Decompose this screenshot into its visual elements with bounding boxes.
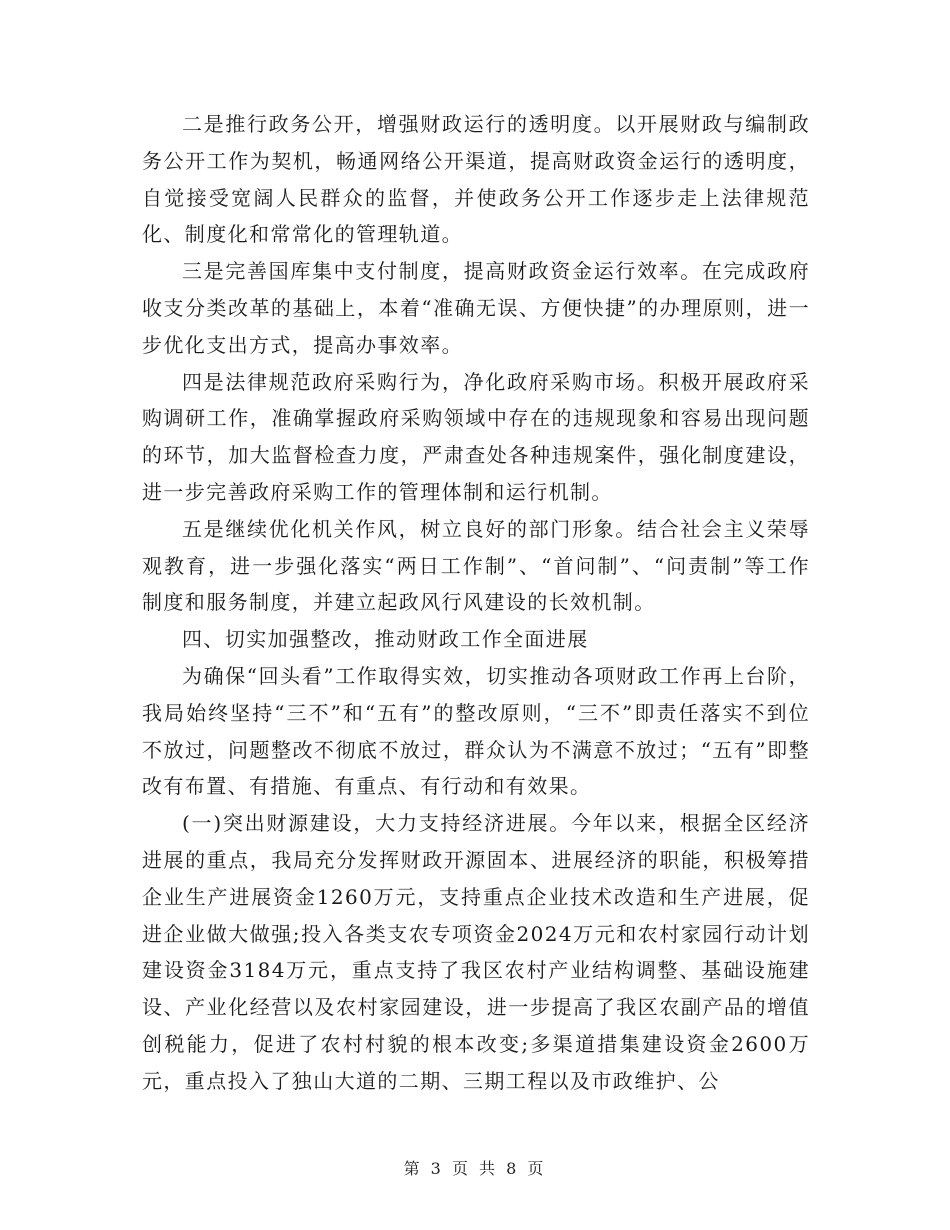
paragraph-rectification-principles: 为确保“回头看”工作取得实效，切实推动各项财政工作再上台阶，我局始终坚持“三不”和“五有”的整改原则，“三不”即责任落实不到位不放过，问题整改不彻底不放过，群众认为不满意不放过；“五有”即整改有布置、有措施、有重点、有行动和有效果。 (142, 663, 810, 799)
body-text (142, 106, 810, 1100)
paragraph-open-government: 二是推行政务公开，增强财政运行的透明度。以开展财政与编制政务公开工作为契机，畅通网络公开渠道，提高财政资金运行的透明度，自觉接受宽阔人民群众的监督，并使政务公开工作逐步走上法律规范化、制度化和常常化的管理轨道。 (142, 112, 810, 247)
paragraph-treasury-payment: 三是完善国库集中支付制度，提高财政资金运行效率。在完成政府收支分类改革的基础上，本着“准确无误、方便快捷”的办理原则，进一步优化支出方式，提高办事效率。 (142, 259, 810, 357)
paragraph-revenue-building: (一)突出财源建设，大力支持经济进展。今年以来，根据全区经济进展的重点，我局充分发挥财政开源固本、进展经济的职能，积极筹措企业生产进展资金1260万元，支持重点企业技术改造和生产进展，促进企业做大做强;投入各类支农专项资金2024万元和农村家园行动计划建设资金3184万元，重点支持了我区农村产业结构调整、基础设施建设、产业化经营以及农村家园建设，进一步提高了我区农副产品的增值创税能力，促进了农村村貌的根本改变;多渠道措集建设资金2600万元，重点投入了独山大道的二期、三期工程以及市政维护、公 (142, 811, 810, 1093)
paragraph-government-procurement: 四是法律规范政府采购行为，净化政府采购市场。积极开展政府采购调研工作，准确掌握政府采购领域中存在的违规现象和容易出现问题的环节，加大监督检查力度，严肃查处各种违规案件，强化制度建设，进一步完善政府采购工作的管理体制和运行机制。 (142, 369, 810, 504)
section-heading-rectification: 四、切实加强整改，推动财政工作全面进展 (182, 627, 589, 652)
paragraph-work-style: 五是继续优化机关作风，树立良好的部门形象。结合社会主义荣辱观教育，进一步强化落实“两日工作制”、“首问制”、“问责制”等工作制度和服务制度，并建立起政风行风建设的长效机制。 (142, 516, 810, 615)
page-number-footer: 第 3 页 共 8 页 (403, 1159, 547, 1178)
